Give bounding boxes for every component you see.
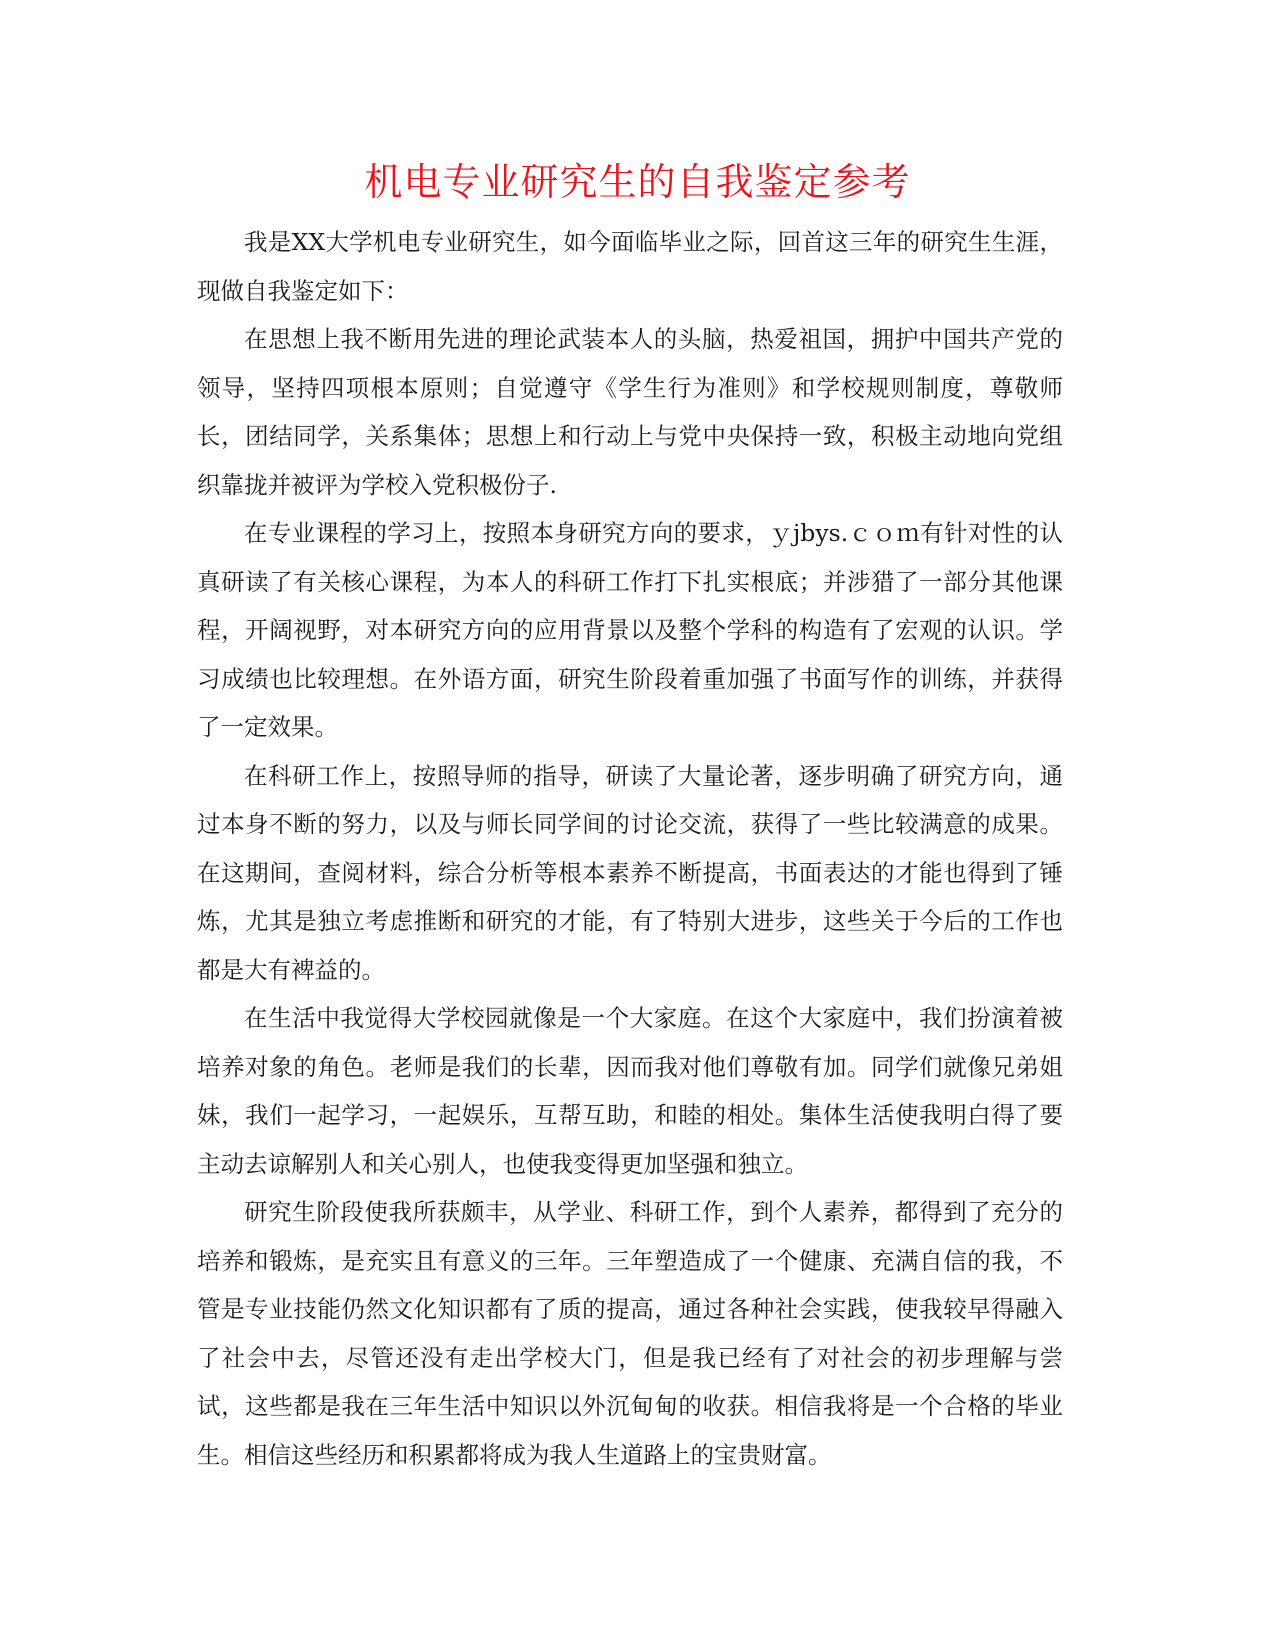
paragraph-campus-life: 在生活中我觉得大学校园就像是一个大家庭。在这个大家庭中，我们扮演着被培养对象的角色。老师是我们的长辈，因而我对他们尊敬有加。同学们就像兄弟姐妹，我们一起学习，一起娱乐，互帮互助，和睦的相处。集体生活使我明白得了要主动去谅解别人和关心别人，也使我变得更加坚强和独立。 [197,1004,1063,1178]
paragraph-conclusion: 研究生阶段使我所获颇丰，从学业、科研工作，到个人素养，都得到了充分的培养和锻炼，是充实且有意义的三年。三年塑造成了一个健康、充满自信的我，不管是专业技能仍然文化知识都有了质的提高，通过各种社会实践，使我较早得融入了社会中去，尽管还没有走出学校大门，但是我已经有了对社会的初步理解与尝试，这些都是我在三年生活中知识以外沉甸甸的收获。相信我将是一个合格的毕业生。相信这些经历和积累都将成为我人生道路上的宝贵财富。 [197,1198,1063,1469]
paragraph-ideology: 在思想上我不断用先进的理论武装本人的头脑，热爱祖国，拥护中国共产党的领导，坚持四项根本原则；自觉遵守《学生行为准则》和学校规则制度，尊敬师长，团结同学，关系集体；思想上和行动上与党中央保持一致，积极主动地向党组织靠拢并被评为学校入党积极份子. [197,325,1063,499]
paragraph-intro: 我是XX大学机电专业研究生，如今面临毕业之际，回首这三年的研究生生涯，现做自我鉴定如下： [197,228,1063,305]
document-title: 机电专业研究生的自我鉴定参考 [364,160,911,204]
paragraph-research: 在科研工作上，按照导师的指导，研读了大量论著，逐步明确了研究方向，通过本身不断的努力，以及与师长同学间的讨论交流，获得了一些比较满意的成果。在这期间，查阅材料，综合分析等根本素养不断提高，书面表达的才能也得到了锤炼，尤其是独立考虑推断和研究的才能，有了特别大进步，这些关于今后的工作也都是大有裨益的。 [197,761,1063,984]
document-body [197,218,1063,1479]
paragraph-coursework: 在专业课程的学习上，按照本身研究方向的要求，ｙjbys.ｃｏｍ有针对性的认真研读了有关核心课程，为本人的科研工作打下扎实根底；并涉猎了一部分其他课程，开阔视野，对本研究方向的应用背景以及整个学科的构造有了宏观的认识。学习成绩也比较理想。在外语方面，研究生阶段着重加强了书面写作的训练，并获得了一定效果。 [197,519,1063,741]
